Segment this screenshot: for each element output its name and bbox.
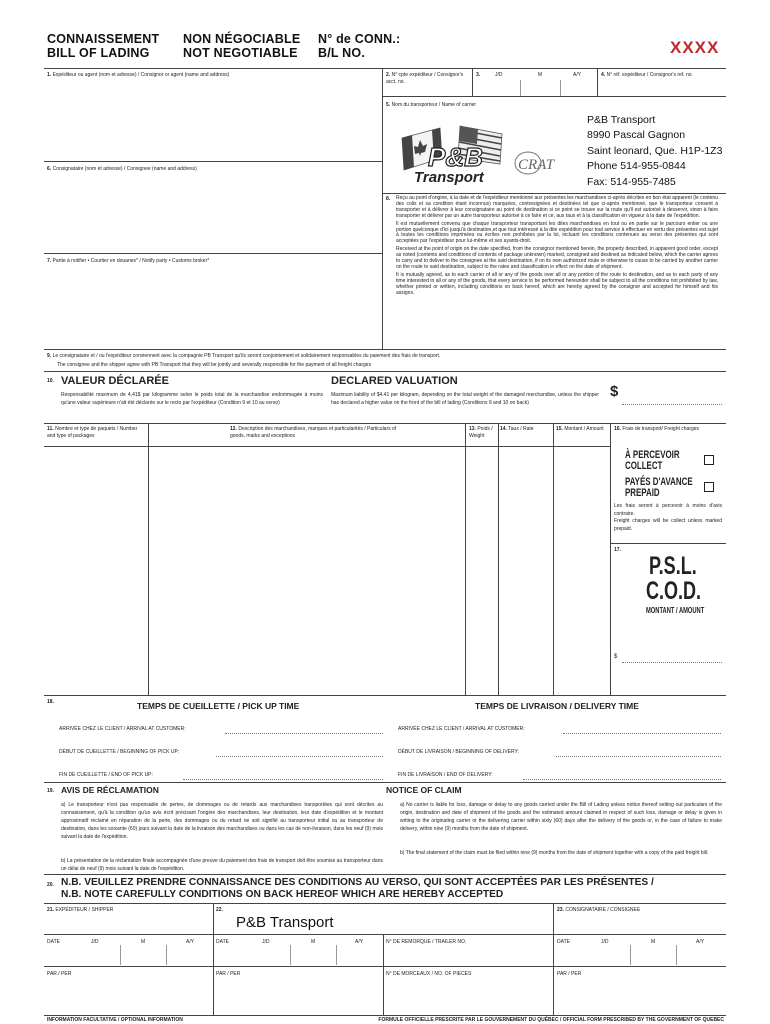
non-negotiable-block: [183, 32, 300, 60]
begin-delivery-input[interactable]: [556, 745, 721, 756]
rule-v-cdate2: [336, 945, 337, 965]
trailer-number-label: N° DE REMORQUE / TRAILER NO.: [386, 939, 467, 945]
bl-number-fr: N° de CONN.:: [318, 32, 401, 46]
collect-label: À PERCEVOIR COLLECT: [625, 449, 680, 472]
section-19-number: 19.: [47, 788, 54, 794]
terms-fr-2: Il est mutuellement convenu que chaque transporteur transportant les dites marchandises en tout ou en partie sur le parcours entier ou une portion quelconque d'ici jusqu'à destination,et que tout intéressé à la dite expédition pour tout service à effectuer en vertu des présentes est sujet à toutes les conditions imprimées ou écrites non prohibées par la loi, incluant les conditions contenues au verso des présentes qui sont acceptées par l'expéditeur pour lui-même et ses ayants-droit.: [396, 220, 718, 245]
terms-number: 8.: [386, 196, 391, 202]
consignee-per-field[interactable]: [554, 978, 726, 1014]
end-delivery-label: FIN DE LIVRAISON / END OF DELIVERY:: [398, 772, 493, 778]
notice-of-claim-fr-a: a) Le transporteur n'est pas responsable de pertes, de dommages ou de retards aux marchandises transportées qui sont décrites au connaissement, qu'à la condition qu'un avis écrit précisant l'origine des marchandises, leur destination, leur date d'expédition et le montant approximatif réclamé en réparation de la perte, des dommages ou du retard ne soit signifié au transporteur initial ou au transporteur de destination, dans les soixante (60) jours suivant la date de la livraison des marchandises ou dans les cas de non-livraison, dans les neuf (9) mois suivant la date de l'expédition.: [61, 802, 383, 840]
section-9: 9. Le consignataire et / ou l'expéditeur conviennent avec la compagnie PB Transport qu'ils seront conjointement et solidairement responsables du paiement des frais de transport.: [47, 353, 441, 359]
conditions-notice: [61, 877, 654, 901]
carrier-per-field[interactable]: [214, 978, 383, 1014]
carrier-per-label: PAR / PER: [216, 971, 241, 977]
rule-v-date2: [560, 80, 561, 96]
shipper-per-label: PAR / PER: [47, 971, 72, 977]
begin-delivery-line: [556, 756, 721, 757]
end-pickup-line: [183, 779, 383, 780]
date-year-label: A/Y: [573, 72, 582, 78]
rule-v-cdate1: [290, 945, 291, 965]
end-pickup-input[interactable]: [183, 768, 383, 779]
footer-optional-info: INFORMATION FACULTATIVE / OPTIONAL INFORMATION: [47, 1017, 183, 1023]
rule-v-date1: [520, 80, 521, 96]
terms-block: [396, 196, 718, 297]
rule-v-sdate1: [120, 945, 121, 965]
title-fr: CONNAISSEMENT: [47, 32, 160, 46]
rule-v-box4: [597, 68, 598, 96]
arrival-customer-delivery-label: ARRIVÉE CHEZ LE CLIENT / ARRIVAL AT CUSTOMER:: [398, 726, 525, 732]
arrival-delivery-input[interactable]: [563, 722, 721, 733]
shipper-label: 21. EXPÉDITEUR / SHIPPER: [47, 907, 114, 913]
arrival-pickup-input[interactable]: [225, 722, 383, 733]
shipper-per-field[interactable]: [44, 978, 213, 1014]
begin-pickup-line: [216, 756, 383, 757]
cod-amount-line: [622, 662, 722, 663]
carrier-logo-graphic: [398, 118, 508, 186]
col-freight-header: 16. Frais de transport/ Freight charges: [614, 426, 700, 432]
notice-of-claim-en-a: a) No carrier is liable for loss, damage or delay to any goods carried under the Bill of Lading unless notice thereof setting out particulars of the origin, destination and date of shipment of the goods and the estimated amount claimed in respect of such loss, damage or delay is given in writing to the originating carrier or the delivering carrier within sixty (60) days after the delivery of the goods or, in the case of failure to make delivery, within nine (9) months from the date of shipment.: [400, 802, 722, 832]
carrier-date-day: J/D: [262, 939, 270, 945]
rule-h-box6: [44, 161, 382, 162]
footer-official-form: FORMULE OFFICIELLE PRESCRITE PAR LE GOUVERNEMENT DU QUÉBEC / OFFICIAL FORM PRESCRIBED BY THE GOVERNMENT OF QUEBEC: [378, 1017, 724, 1023]
notice-of-claim-fr-b: b) La présentation de la réclamation finale accompagnée d'une preuve du paiement des frais de transport doit être soumise au transporteur dans un délai de neuf (9) mois suivant la date de l'expédition.: [61, 858, 383, 872]
shipper-date-month: M: [141, 939, 146, 945]
declared-valuation-fr-title: VALEUR DÉCLARÉE: [61, 375, 169, 387]
goods-table-body[interactable]: [44, 447, 610, 695]
rule-h-box8: [382, 193, 726, 194]
rule-h-s20: [44, 874, 726, 875]
shipper-date-day: J/D: [91, 939, 99, 945]
non-negotiable-en: NOT NEGOTIABLE: [183, 46, 298, 60]
declared-value-input[interactable]: [622, 388, 722, 404]
arrival-delivery-line: [563, 733, 721, 734]
rule-h-sign: [44, 903, 726, 904]
shipper-signature-field[interactable]: [44, 913, 213, 934]
section-18-number: 18.: [47, 699, 54, 705]
bl-number-label: [318, 32, 400, 60]
logo-word: Transport: [414, 169, 484, 186]
cod-amount-input[interactable]: [622, 646, 722, 662]
prepaid-label: PAYÉS D'AVANCE PREPAID: [625, 476, 693, 499]
conditions-notice-en: N.B. NOTE CAREFULLY CONDITIONS ON BACK HEREOF WHICH ARE HEREBY ACCEPTED: [61, 889, 504, 900]
declared-valuation-en-text: Maximum liability of $4.41 per kilogram, depending on the total weight of the damaged merchandise, unless the shipper has declared a higher value on the front of the bill of lading (Conditions 9 and 10 on back): [331, 392, 599, 407]
consignee-signature-field[interactable]: [553, 913, 726, 934]
logo-letters: P&B: [428, 142, 483, 172]
section-20-number: 20.: [47, 882, 54, 888]
prepaid-checkbox[interactable]: [704, 482, 714, 492]
col-amount-header: 15. Montant / Amount: [556, 426, 604, 432]
trailer-number-field[interactable]: [386, 946, 553, 965]
rule-v-sdate2: [166, 945, 167, 965]
rule-h-s10: [44, 371, 726, 372]
declared-valuation-fr-text: Responsabilité maximum de 4,41$ par kilogramme selon le poids total de la marchandise endommagée à moins qu'une valeur supérieure n'ait été déclarée sur le recto par l'expéditeur (Condition 9 et 10 au verso): [61, 392, 323, 407]
crat-text: CRAT: [518, 157, 555, 173]
consignor-field[interactable]: [44, 80, 382, 160]
rule-h-per: [44, 966, 726, 967]
rule-h-table: [44, 423, 726, 424]
carrier-fax: Fax: 514-955-7485: [587, 175, 676, 188]
rule-v-ndate1: [630, 945, 631, 965]
cod-amount-label: MONTANT / AMOUNT: [646, 606, 705, 615]
collect-checkbox[interactable]: [704, 455, 714, 465]
terms-en-1: Received at the point of origin on the date specified, from the consignor mentioned herein, the property described, in apparent good order, except as noted (contents and conditions of contents of package unknown) marked, consigned and destined as indicated below, which the carrier agrees to carry and to deliver to the consignee at the said destination, if on its own authorized route or otherwise to cause to be carried by another carrier on the route to said destination, subject to the rates and classification in effect on the date of shipment.: [396, 246, 718, 270]
rule-v-ndate2: [676, 945, 677, 965]
consignee-date-day: J/D: [601, 939, 609, 945]
terms-fr-1: Reçu au point d'origine, à la date et de l'expéditeur mentionné aux présentes les marchandises ci-après décrites en bon état apparent (le contenu des colis et sa condition étant inconnus) marquées, contresignées et destinées tel que ci-après mentionné, que le transporteur consent à transporter et à délivrer à leur consignataire au point de destination si ce point se trouve sur la route qu'il est autorisé à desservir, sinon à faire transporter et délivrer par un autre transporteur autorisé à ce faire et ce, aux taux et à la classification en vigueur à la date de l'expédition.: [396, 195, 718, 219]
shipper-date-year: A/Y: [186, 939, 195, 945]
consignee-field[interactable]: [44, 174, 382, 252]
psl-label: P.S.L.: [649, 552, 697, 580]
declared-valuation-en-title: DECLARED VALUATION: [331, 375, 458, 387]
arrival-pickup-line: [225, 733, 383, 734]
notify-party-field[interactable]: [44, 266, 382, 348]
carrier-label: 5. Nom du transporteur / Name of carrier: [386, 102, 477, 108]
notice-of-claim-en-title: NOTICE OF CLAIM: [386, 785, 462, 795]
rule-bottom: [44, 1015, 726, 1016]
consignee-date-month: M: [651, 939, 656, 945]
col-weight-header: 13. Poids / Weight: [469, 426, 493, 439]
rule-h-s18: [44, 695, 726, 696]
carrier-date-year: A/Y: [355, 939, 364, 945]
carrier-sign-name: P&B Transport: [236, 914, 334, 931]
consignee-date-label: DATE: [557, 939, 570, 945]
rule-top: [44, 68, 726, 69]
delivery-time-title: TEMPS DE LIVRAISON / DELIVERY TIME: [475, 701, 639, 711]
notice-of-claim-fr-title: AVIS DE RÉCLAMATION: [61, 785, 159, 795]
begin-pickup-input[interactable]: [216, 745, 383, 756]
col-packages-header: 11. Nombre et type de paquets / Number and type of packages: [47, 426, 138, 439]
rule-v-c16: [610, 423, 611, 695]
carrier-info: [587, 113, 722, 190]
consignee-per-label: PAR / PER: [557, 971, 582, 977]
consignor-label: 1. Expéditeur ou agent (nom et adresse) / Consignor or agent (name and address): [47, 72, 230, 78]
cod-number: 17.: [614, 547, 621, 553]
rule-h-box7: [44, 253, 382, 254]
pieces-number-label: N° DE MORCEAUX / NO. OF PIECES: [386, 971, 472, 977]
consignee-sign-label: 23. CONSIGNATAIRE / CONSIGNEE: [557, 907, 641, 913]
section-9-en: The consignee and the shipper agree with PB Transport that they will be jointly and severally responsible for the payment of all freight charges: [57, 362, 372, 368]
rule-h-s9: [44, 349, 726, 350]
consignor-account-label: 2. N° cpte expéditeur / Consignor's acct. no.: [386, 72, 464, 85]
consignee-date-year: A/Y: [696, 939, 705, 945]
date-day-label: J/D: [495, 72, 503, 78]
conditions-notice-fr: N.B. VEUILLEZ PRENDRE CONNAISSANCE DES CONDITIONS AU VERSO, QUI SONT ACCEPTÉES PAR LES PRÉSENTES /: [61, 877, 654, 888]
rule-h-s19: [44, 782, 726, 783]
carrier-address: 8990 Pascal Gagnon: [587, 129, 686, 142]
bl-number-en: B/L NO.: [318, 46, 366, 60]
rule-mid-vertical: [382, 68, 383, 349]
consignee-label: 6. Consignataire (nom et adresse) / Consignee (name and address): [47, 166, 197, 172]
end-delivery-input[interactable]: [523, 768, 721, 779]
declared-value-dollar: $: [610, 383, 619, 400]
date-month-label: M: [538, 72, 543, 78]
begin-pickup-label: DÉBUT DE CUEILLETTE / BEGINNING OF PICK UP:: [59, 749, 180, 755]
carrier-date-label: DATE: [216, 939, 229, 945]
notify-party-label: 7. Partie à notifier • Courtier en douanes* / Notify party • Customs broker*: [47, 258, 210, 264]
end-delivery-line: [523, 779, 721, 780]
terms-en-2: It is mutually agreed, as to each carrier of all or any of the goods over all or any portion of the route to destination, and as to each party of any time interested in all or any of the goods, that every service to be performed hereunder shall be subject to all the conditions not prohibited by law, whether printed or written, including conditions on back hereof, which are hereby agreed by the consignor and accepted for himself and his assigns.: [396, 271, 718, 296]
freight-note: Les frais seront à percevoir à moins d'avis contraire. Freight charges will be collect unless marked prepaid.: [614, 503, 722, 532]
carrier-sign-number: 22.: [216, 907, 223, 913]
col-rate-header: 14. Taux / Rate: [500, 426, 534, 432]
crat-logo-graphic: [512, 150, 572, 176]
pickup-time-title: TEMPS DE CUEILLETTE / PICK UP TIME: [137, 701, 300, 711]
cod-dollar: $: [614, 654, 618, 660]
bl-serial-number: XXXX: [670, 38, 720, 57]
carrier-phone: Phone 514-955-0844: [587, 160, 686, 173]
shipper-date-label: DATE: [47, 939, 60, 945]
cod-label: C.O.D.: [646, 577, 702, 605]
col-description-header: 12. Description des marchandises, marques et particularités / Particulars of goods, marks and exceptions: [230, 426, 397, 439]
notice-of-claim-en-b: b) The final statement of the claim must be filed within nine (9) months from the date of shipment together with a copy of the paid freight bill.: [400, 850, 709, 856]
date-box-number: 3.: [476, 72, 481, 78]
begin-delivery-label: DÉBUT DE LIVRAISON / BEGINNING OF DELIVERY:: [398, 749, 519, 755]
title-block: [47, 32, 159, 60]
rule-h-c17: [610, 543, 726, 544]
consignor-ref-label: 4. N° réf. expéditeur / Consignor's ref. no.: [601, 72, 693, 78]
rule-v-box2: [472, 68, 473, 96]
declared-value-line: [622, 404, 722, 405]
carrier-name: P&B Transport: [587, 114, 656, 126]
end-pickup-label: FIN DE CUEILLETTE / END OF PICK UP:: [59, 772, 153, 778]
title-en: BILL OF LADING: [47, 46, 150, 60]
carrier-date-month: M: [311, 939, 316, 945]
pieces-field[interactable]: [384, 978, 553, 1014]
rule-h-box2: [382, 96, 726, 97]
section-10-number: 10.: [47, 378, 54, 384]
rule-h-date: [44, 934, 726, 935]
crat-logo: [512, 150, 572, 176]
arrival-customer-pickup-label: ARRIVÉE CHEZ LE CLIENT / ARRIVAL AT CUSTOMER:: [59, 726, 186, 732]
non-negotiable-fr: NON NÉGOCIABLE: [183, 32, 301, 46]
carrier-logo: [398, 118, 508, 186]
carrier-city: Saint leonard, Que. H1P-1Z3: [587, 144, 723, 157]
